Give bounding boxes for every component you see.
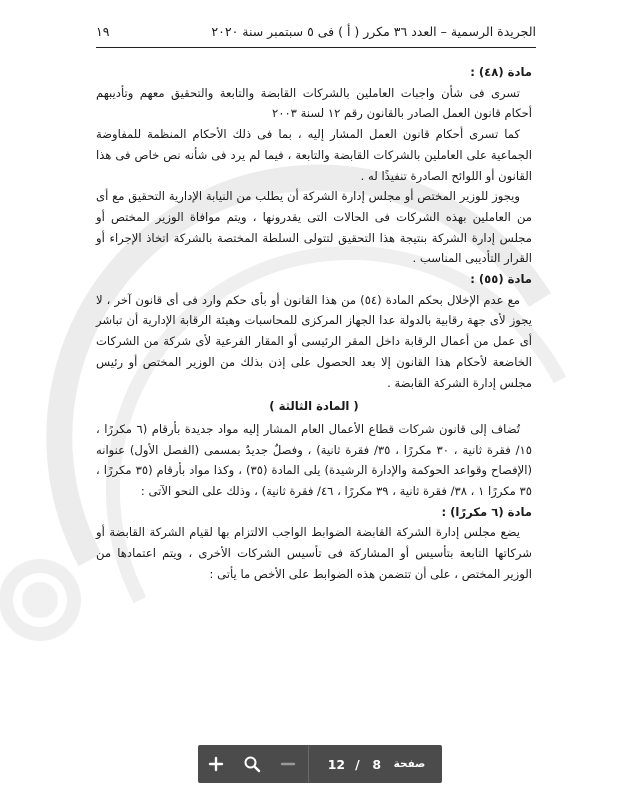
article-48-paragraph-3: ويجوز للوزير المختص أو مجلس إدارة الشركة أن يطلب من النيابة الإدارية التحقيق مع أى من العاملين بهذه الشركات فى الحالات التى يقدرونها ، ويتم موافاة الوزير المختص أو مجلس إدارة الشركة بنتيجة هذا التحقيق لتتولى السلطة المختصة بالشركة اتخاذ الإجراء أو القرار التأديبى المناسب . [96,189,532,266]
header-divider [96,47,536,48]
document-body [96,62,532,585]
article-55-paragraph-1: مع عدم الإخلال بحكم المادة (٥٤) من هذا القانون أو بأى حكم وارد فى أى قانون آخر ، لا يجوز لأى جهة رقابية بالدولة عدا الجهاز المركزى للمحاسبات وهيئة الرقابة الإدارية أن تباشر أى عمل من أعمال الرقابة داخل المقر الرئيسى أو المقار الفرعية لأى شركة من الشركات الخاضعة لأحكام هذا القانون إلا بعد الحصول على إذن بذلك من الوزير المختص أو رئيس مجلس إدارة الشركة القابضة . [96,292,532,390]
toolbar-divider [308,745,309,783]
page-separator: / [355,756,360,772]
page-number: ١٩ [96,24,110,39]
minus-icon [280,756,296,772]
plus-icon [208,756,224,772]
article-55-heading: مادة (٥٥) : [470,272,532,287]
viewer-toolbar [198,745,442,783]
zoom-in-button[interactable] [198,745,234,783]
magnifier-icon [243,755,261,773]
page-indicator[interactable] [311,745,442,783]
zoom-out-button[interactable] [270,745,306,783]
section-three-paragraph-1: تُضاف إلى قانون شركات قطاع الأعمال العام المشار إليه مواد جديدة بأرقام (٦ مكررًا ، ١٥/ فقرة ثانية ، ٣٠ مكررًا ، ٣٥/ فقرة ثانية) ، وفصلٌ جديدٌ بمسمى (الفصل الأول) عنوانه (الإفصاح وقواعد الحوكمة والإدارة الرشيدة) يلى المادة (٣٥) ، وكذا مواد بأرقام (٣٥ مكررًا ، ٣٥ مكررًا ١ ، ٣٨/ فقرة ثانية ، ٣٩ مكررًا ، ٤٦/ فقرة ثانية) ، وذلك على النحو الآتى : [96,421,532,499]
total-pages: 12 [327,756,346,772]
section-three-heading: ( المادة الثالثة ) [269,399,359,414]
article-48-heading: مادة (٤٨) : [470,65,532,79]
search-button[interactable] [234,745,270,783]
article-6bis-paragraph-1: يضع مجلس إدارة الشركة القابضة الضوابط الواجب الالتزام بها لقيام الشركة القابضة أو شركاتها التابعة بتأسيس أو المشاركة فى تأسيس الشركات الأخرى ، ويتم اعتمادها من الوزير المختص ، على أن تتضمن هذه الضوابط على الأخص ما يأتى : [96,525,532,581]
gazette-title: الجريدة الرسمية – العدد ٣٦ مكرر ( أ ) فى ٥ سبتمبر سنة ٢٠٢٠ [211,24,536,39]
article-48-paragraph-1: تسرى فى شأن واجبات العاملين بالشركات القابضة والتابعة والتحقيق معهم وتأديبهم أحكام قانون العمل الصادر بالقانون رقم ١٢ لسنة ٢٠٠٣ [96,85,532,121]
article-48-paragraph-2: كما تسرى أحكام قانون العمل المشار إليه ، بما فى ذلك الأحكام المنظمة للمفاوضة الجماعية على العاملين بالشركات القابضة والتابعة ، فيما لم يرد فى شأنه نص خاص فى هذا القانون أو اللوائح الصادرة تنفيذًا له . [96,127,532,183]
page-header [96,22,536,44]
current-page-input[interactable]: 8 [372,756,382,772]
page-label: صفحة [393,758,426,770]
article-6bis-heading: مادة (٦ مكررًا) : [441,504,532,519]
